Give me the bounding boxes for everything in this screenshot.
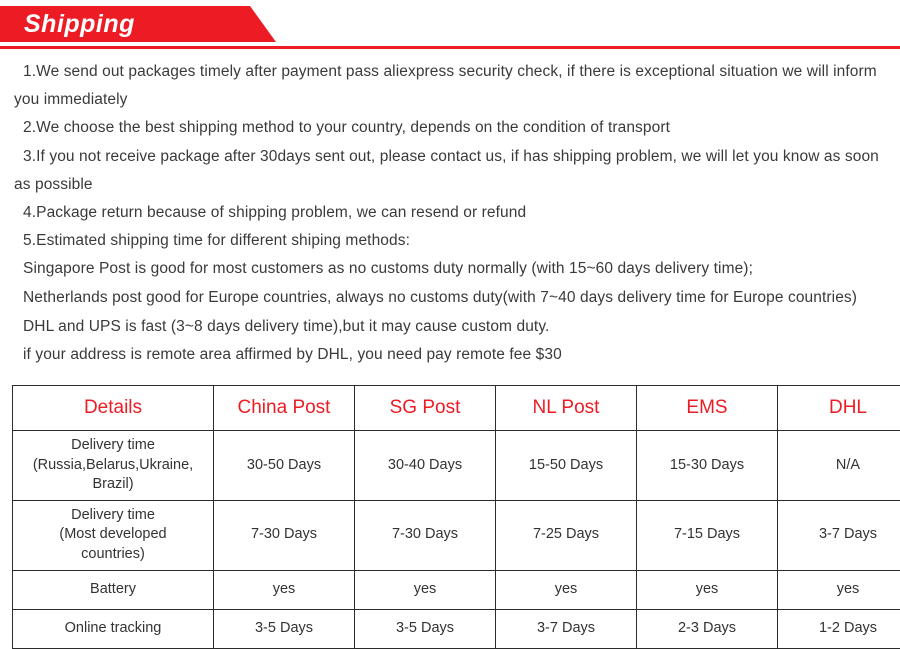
policy-line: DHL and UPS is fast (3~8 days delivery time),but it may cause custom duty. — [14, 313, 882, 341]
policy-line: 5.Estimated shipping time for different shiping methods: — [14, 227, 882, 255]
table-header-cell: NL Post — [496, 386, 637, 431]
policy-line: Netherlands post good for Europe countries, always no customs duty(with 7~40 days delivery time for Europe countries) — [14, 284, 882, 312]
row-label: Delivery time (Most developed countries) — [13, 500, 214, 570]
table-header-cell: Details — [13, 386, 214, 431]
row-value: 3-5 Days — [355, 609, 496, 648]
page-title: Shipping — [24, 10, 135, 39]
table-row — [13, 500, 900, 570]
table-header-cell: DHL — [778, 386, 900, 431]
row-value: 2-3 Days — [637, 609, 778, 648]
policy-line: if your address is remote area affirmed by DHL, you need pay remote fee $30 — [14, 341, 882, 369]
table-row — [13, 570, 900, 609]
table-header-cell: SG Post — [355, 386, 496, 431]
row-value: 7-30 Days — [355, 500, 496, 570]
header-divider — [0, 46, 900, 49]
row-value: 30-50 Days — [214, 431, 355, 501]
policy-line: Singapore Post is good for most customers as no customs duty normally (with 15~60 days delivery time); — [14, 255, 882, 283]
row-value: yes — [778, 570, 900, 609]
policy-line: 4.Package return because of shipping problem, we can resend or refund — [14, 199, 882, 227]
policy-line: 3.If you not receive package after 30days sent out, please contact us, if has shipping problem, we will let you know as soon as possible — [14, 143, 882, 199]
row-value: 15-30 Days — [637, 431, 778, 501]
table-row — [13, 609, 900, 648]
row-value: 15-50 Days — [496, 431, 637, 501]
shipping-policy-text — [0, 52, 900, 369]
row-value: 7-25 Days — [496, 500, 637, 570]
row-label: Online tracking — [13, 609, 214, 648]
policy-line: 2.We choose the best shipping method to your country, depends on the condition of transport — [14, 114, 882, 142]
shipping-header — [0, 6, 900, 52]
row-value: 7-30 Days — [214, 500, 355, 570]
row-value: 30-40 Days — [355, 431, 496, 501]
row-value: 3-5 Days — [214, 609, 355, 648]
row-value: yes — [496, 570, 637, 609]
row-value: yes — [214, 570, 355, 609]
row-value: N/A — [778, 431, 900, 501]
table-header-cell: China Post — [214, 386, 355, 431]
row-value: yes — [637, 570, 778, 609]
row-value: yes — [355, 570, 496, 609]
row-value: 3-7 Days — [778, 500, 900, 570]
row-value: 3-7 Days — [496, 609, 637, 648]
row-label: Delivery time (Russia,Belarus,Ukraine, Brazil) — [13, 431, 214, 501]
shipping-methods-table — [12, 385, 900, 648]
row-value: 7-15 Days — [637, 500, 778, 570]
policy-line: 1.We send out packages timely after payment pass aliexpress security check, if there is exceptional situation we will inform you immediately — [14, 58, 882, 114]
row-value: 1-2 Days — [778, 609, 900, 648]
table-header-row — [13, 386, 900, 431]
table-header-cell: EMS — [637, 386, 778, 431]
table-row — [13, 431, 900, 501]
row-label: Battery — [13, 570, 214, 609]
shipping-table-container — [0, 385, 900, 648]
